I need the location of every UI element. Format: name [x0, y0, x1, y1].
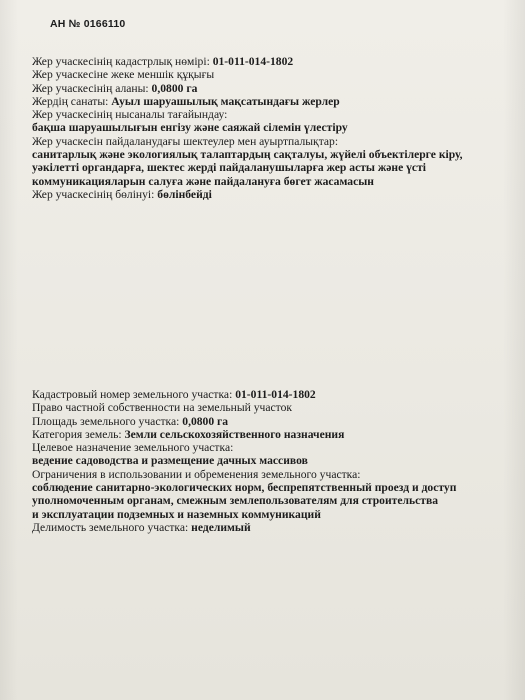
ru-category-value: Земли сельскохозяйственного назначения: [124, 427, 345, 441]
ru-restrictions-line: уполномоченным органам, смежным землепользователям для строительства: [32, 494, 439, 508]
ru-restrictions-label: Ограничения в использовании и обременения земельного участка:: [32, 467, 361, 481]
ru-restrictions-line: и эксплуатации подземных и наземных коммуникаций: [32, 507, 321, 521]
ru-divisibility-label: Делимость земельного участка:: [32, 520, 192, 534]
ru-restrictions-line: соблюдение санитарно-экологических норм, беспрепятственный проезд и доступ: [32, 481, 457, 495]
kz-cadastral-label: Жер учаскесiнiң кадастрлық нөмiрi:: [32, 55, 213, 68]
kz-restrictions-line: уәкiлеттi органдарға, шектес жердi пайдаланушыларға жер асты және үстi: [32, 161, 426, 175]
ru-cadastral-value: 01-011-014-1802: [235, 388, 316, 401]
page-edge-shadow-left: [0, 0, 18, 700]
ru-right-line: Право частной собственности на земельный участок: [32, 401, 293, 415]
ru-area-value: 0,0800 га: [182, 414, 229, 428]
kz-restrictions-line: санитарлық және экологиялық талаптардың сақталуы, жүйелi объектiлерге кiру,: [32, 148, 463, 162]
kz-area-line: [32, 82, 502, 95]
ru-category-label: Категория земель:: [32, 427, 125, 441]
kz-purpose-value: бақша шаруашылығын енгiзу және саяжай сiлемiн үлестiру: [32, 121, 348, 135]
kz-category-line: [32, 95, 502, 108]
kz-cadastral-line: [32, 55, 502, 68]
ru-divisibility-value: неделимый: [191, 520, 251, 534]
page-edge-shadow-right: [503, 0, 525, 700]
kz-restrictions-label: Жер учаскесiн пайдаланудағы шектеулер мен ауыртпалықтар:: [32, 134, 339, 148]
kazakh-section: [32, 55, 502, 201]
ru-divisibility-line: [32, 521, 502, 534]
ru-cadastral-label: Кадастровый номер земельного участка:: [32, 388, 236, 401]
ru-area-line: [32, 415, 502, 428]
kz-purpose-label: Жер учаскесiнiң нысаналы тағайындау:: [32, 108, 228, 122]
ru-category-line: [32, 428, 502, 441]
document-serial-number: АН № 0166110: [50, 18, 126, 30]
kz-divisibility-line: [32, 188, 502, 201]
kz-restrictions-line: коммуникацияларын салуға және пайдалануға бөгет жасамасын: [32, 174, 374, 188]
ru-area-label: Площадь земельного участка:: [32, 414, 183, 428]
russian-section: [32, 388, 502, 534]
kz-category-label: Жердiң санаты:: [32, 94, 112, 108]
kz-right-line: Жер учаскесiне жеке меншiк құқығы: [32, 68, 215, 82]
ru-purpose-value: ведение садоводства и размещение дачных массивов: [32, 454, 308, 468]
kz-area-value: 0,0800 га: [151, 81, 198, 95]
kz-category-value: Ауыл шаруашылық мақсатындағы жерлер: [111, 94, 340, 108]
kz-divisibility-label: Жер учаскесiнiң бөлiнуi:: [32, 187, 158, 201]
kz-divisibility-value: бөлiнбейдi: [157, 187, 212, 201]
kz-cadastral-value: 01-011-014-1802: [212, 55, 294, 68]
ru-cadastral-line: [32, 388, 502, 401]
ru-purpose-label: Целевое назначение земельного участка:: [32, 441, 234, 455]
kz-area-label: Жер учаскесiнiң аланы:: [32, 81, 152, 95]
